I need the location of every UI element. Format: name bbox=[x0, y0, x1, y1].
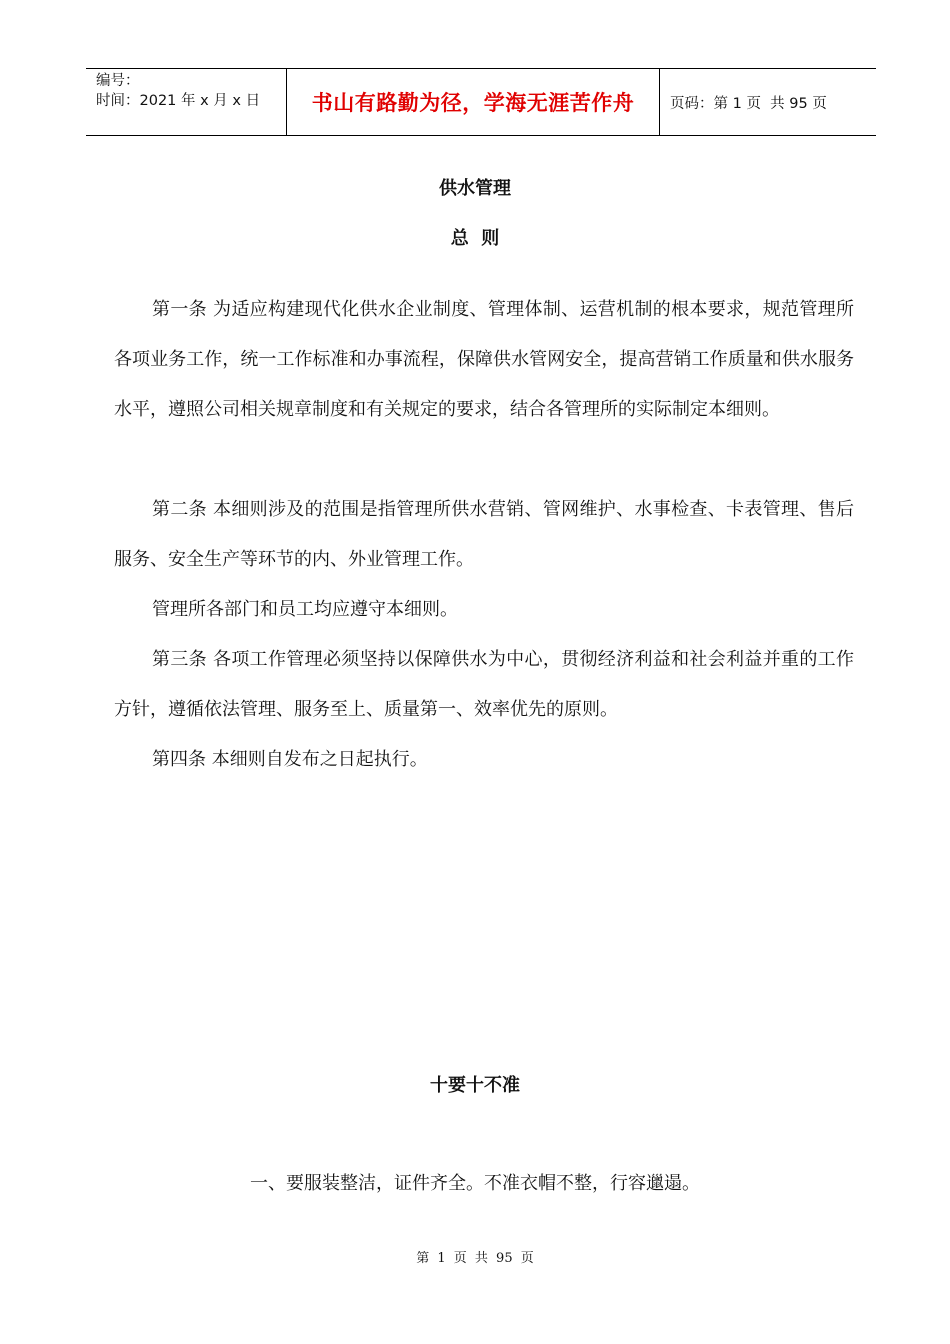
page-header bbox=[86, 68, 876, 136]
paragraph-article-4: 第四条 本细则自发布之日起执行。 bbox=[152, 749, 428, 770]
section-title: 总 则 bbox=[450, 228, 500, 249]
header-page-info-text: 页码：第 1 页 共 95 页 bbox=[670, 95, 827, 112]
header-page-info bbox=[660, 69, 876, 135]
document-time-label: 时间：2021 年 x 月 x 日 bbox=[96, 93, 261, 109]
document-number-label: 编号： bbox=[96, 73, 140, 89]
header-motto: 书山有路勤为径，学海无涯苦作舟 bbox=[287, 69, 660, 135]
document-title: 供水管理 bbox=[439, 178, 511, 199]
page-footer: 第 1 页 共 95 页 bbox=[416, 1251, 534, 1266]
rule-item-1: 一、要服装整洁，证件齐全。不准衣帽不整，行容邋遢。 bbox=[250, 1173, 700, 1194]
paragraph-article-3: 第三条 各项工作管理必须坚持以保障供水为中心，贯彻经济利益和社会利益并重的工作方针，遵循依法管理、服务至上、质量第一、效率优先的原则。 bbox=[114, 649, 854, 720]
paragraph-article-2: 第二条 本细则涉及的范围是指管理所供水营销、管网维护、水事检查、卡表管理、售后服务、安全生产等环节的内、外业管理工作。 bbox=[114, 499, 854, 570]
header-meta-cell bbox=[86, 69, 287, 135]
paragraph-compliance: 管理所各部门和员工均应遵守本细则。 bbox=[152, 599, 458, 620]
section2-title: 十要十不准 bbox=[430, 1075, 520, 1096]
paragraph-article-1: 第一条 为适应构建现代化供水企业制度、管理体制、运营机制的根本要求，规范管理所各项业务工作，统一工作标准和办事流程，保障供水管网安全，提高营销工作质量和供水服务水平，遵照公司相关规章制度和有关规定的要求，结合各管理所的实际制定本细则。 bbox=[114, 299, 854, 420]
